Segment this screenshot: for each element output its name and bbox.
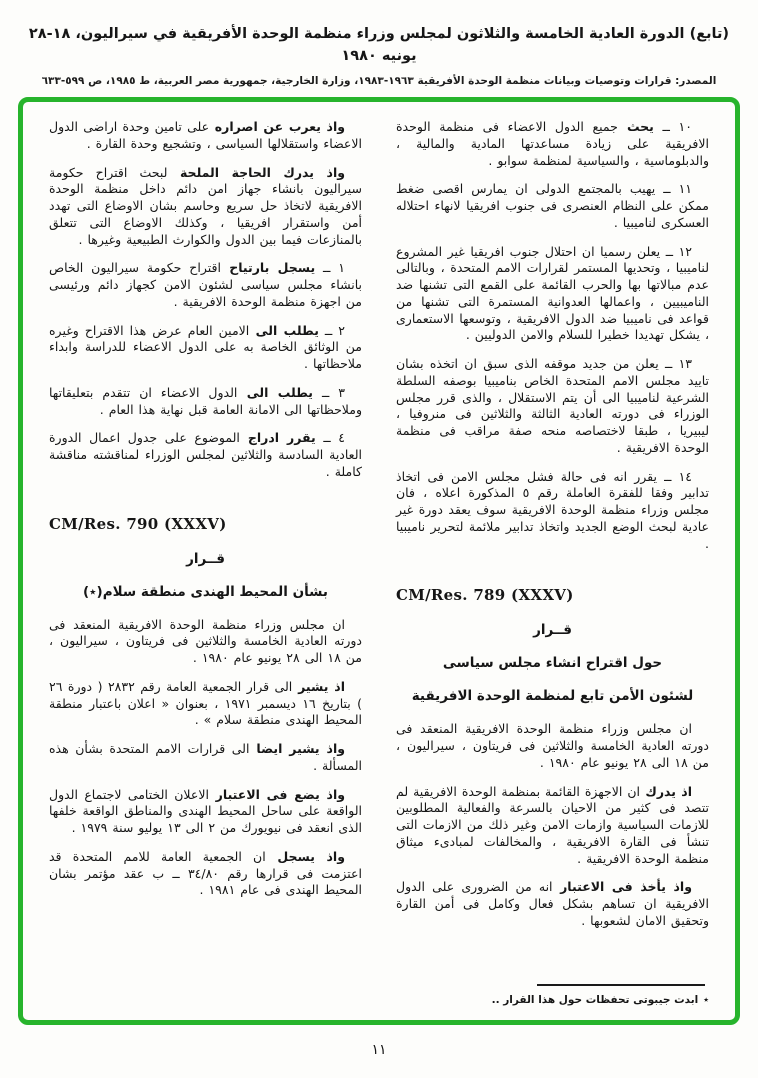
page-header: [28, 24, 730, 87]
footnote-star-icon: ٭: [703, 994, 709, 1007]
preamble-paragraph: [49, 741, 362, 775]
paragraph-text: الاعلان الختامى لاجتماع الدول الواقعة على ساحل المحيط الهندى والمناطق الواقعة خلفها الذى انعقد فى نيويورك من ٢ الى ١٣ يوليو سنة ١٩٧٩ .: [49, 786, 362, 835]
paragraph-number: ٤ ــ: [315, 430, 346, 446]
preamble-paragraph: [49, 617, 362, 667]
paragraph-text: جميع الدول الاعضاء فى منظمة الوحدة الافريقية على زيادة مساعدتها المادية والمالية ، والدبلوماسية ، والسياسية لمنظمة سوابو .: [396, 119, 709, 168]
paragraph-1: [49, 260, 362, 310]
paragraph-12: [396, 244, 709, 345]
paragraph-14: [396, 469, 709, 553]
paragraph-text: يقرر انه فى حالة فشل مجلس الامن فى اتخاذ تدابير وفقا للفقرة العاملة رقم ٥ المذكورة اعلاه ، فان مجلس وزراء منظمة الوحدة الافريقية سوف يعقد دورة غير عادية لبحث الوضع الجديد واتخاذ تدابير ملائمة لتحرير ناميبيا .: [396, 468, 709, 551]
paragraph-lead: يحث: [617, 119, 654, 134]
paragraph-lead: واذ يعرب عن اصراره: [209, 119, 345, 134]
paragraph-text: يهيب بالمجتمع الدولى ان يمارس اقصى ضغط ممكن على النظام العنصرى فى جنوب افريقيا لانهاء احتلاله العسكرى لناميبيا .: [396, 181, 709, 230]
paragraph-number: ١٢ ــ: [660, 243, 693, 259]
paragraph-lead: واذ يضع فى الاعتبار: [208, 786, 346, 802]
resolution-title-word: قــرار: [186, 550, 225, 567]
paragraph-text: انه من الضرورى على الدول الافريقية ان تساهم بشكل فعال وكامل فى أمن القارة وتحقيق الامان لشعوبها .: [396, 879, 709, 928]
resolution-subtitle-indian-ocean: بشأن المحيط الهندى منطقة سلام(٭): [83, 583, 328, 600]
resolution-subtitle-2: لشئون الأمن تابع لمنظمة الوحدة الافريقية: [411, 688, 694, 705]
paragraph-text: اقتراح حكومة سيراليون الخاص بانشاء مجلس سياسى لشئون الامن كجهاز دائم ورئيسى من اجهزة منظمة الوحدة الافريقية .: [49, 260, 362, 309]
footnote: [396, 976, 709, 1008]
paragraph-number: ١٤ ــ: [656, 468, 692, 484]
content-frame: [18, 97, 740, 1025]
paragraph-lead: واذ يأخذ فى الاعتبار: [552, 879, 692, 895]
paragraph-text: يعلن رسميا ان احتلال جنوب افريقيا غير المشروع لناميبيا ، وتحديها المستمر لقرارات الامم المتحدة ، وبالتالى عدم مبالاتها بها والحرب القائمة على القمع التى تشنها ضد الناميبيين ، واعمالها العدوانية المستمرة التى تشنها من قواعد فى ناميبيا ضد الدول الافريقية ، وتوسعها الاستعمارى ، يشكل تهديدا خطيرا للسلام والامن الدوليين .: [396, 243, 709, 343]
resolution-code-789: CM/Res. 789 (XXXV): [396, 586, 574, 605]
paragraph-text: ان مجلس وزراء منظمة الوحدة الافريقية المنعقد فى دورته العادية الخامسة والثلاثين فى فريتاون ، سيراليون ، من ١٨ الى ٢٨ يونيو عام ١٩٨٠ .: [49, 616, 362, 665]
paragraph-text: لبحث اقتراح حكومة سيراليون بانشاء جهاز امن دائم داخل منظمة الوحدة الافريقية لاتخاذ حل سريع وحاسم بشان الاوضاع التى تهدد أمن واستقرار افريقيا ، وكذلك الاوضاع التى تتعلق بالمنازعات فيما بين الدول والكوارث الطبيعية وغيرها .: [49, 164, 362, 247]
paragraph-13: [396, 356, 709, 457]
resolution-subtitle-1: حول اقتراح انشاء مجلس سياسى: [442, 655, 663, 672]
paragraph-number: ٣ ــ: [312, 384, 345, 400]
paragraph-lead: يسجل بارتياح: [220, 260, 316, 276]
paragraph-text: ان الجمعية العامة للامم المتحدة قد اعتزمت فى قرارها رقم ٣٤/٨٠ ــ ب عقد مؤتمر بشان المحيط الهندى فى عام ١٩٨١ .: [49, 848, 362, 898]
paragraph-3: [49, 385, 362, 419]
paragraph-text: الى قرارات الامم المتحدة بشأن هذه المسألة .: [49, 741, 362, 773]
paragraph-lead: اذ يدرك: [640, 783, 692, 799]
preamble-paragraph: [396, 721, 709, 771]
paragraph-lead: واذ يسجل: [265, 848, 345, 864]
paragraph-text: الموضوع على جدول اعمال الدورة العادية السادسة والثلاثين لمجلس الوزراء لمناقشته مناقشة كاملة .: [49, 430, 362, 479]
paragraph-lead: اذ يشير: [292, 678, 345, 694]
paragraph-number: ١ ــ: [315, 260, 345, 276]
header-source-line: المصدر: قرارات وتوصيات وبيانات منظمة الوحدة الأفريقية ١٩٦٣-١٩٨٣، وزارة الخارجية، جمهورية مصر العربية، ط ١٩٨٥، ص ٥٩٩-٦٣٣: [41, 74, 717, 87]
preamble-paragraph: [49, 119, 362, 153]
footnote-divider: [537, 984, 705, 986]
paragraph-number: ٢ ــ: [318, 322, 345, 338]
paragraph-text: ان الاجهزة القائمة بمنظمة الوحدة الافريقية لم تتصد فى كثير من الاحيان بالسرعة والفعالية المطلوبين للازمات السياسية وازمات الامن وغير ذلك من الازمات التى تنشأ فى القارة الافريقية ، والمخالفات لمبادىء ميثاق منظمة الوحدة الافريقية .: [396, 783, 709, 866]
footnote-text-line: [396, 993, 709, 1008]
column-left: [49, 119, 362, 1008]
two-column-layout: [23, 102, 735, 1020]
footnote-text: ابدت جيبوتى تحفظات حول هذا القرار ..: [491, 994, 699, 1007]
preamble-paragraph: [396, 784, 709, 868]
paragraph-text: الدول الاعضاء ان تتقدم بتعليقاتها وملاحظاتها الى الامانة العامة قبل نهاية هذا العام .: [49, 384, 362, 417]
paragraph-text: الى قرار الجمعية العامة رقم ٢٨٣٢ ( دورة ٢٦ ) بتاريخ ١٦ ديسمبر ١٩٧١ ، بعنوان « اعلان باعتبار منطقة المحيط الهندى منطقة سلام » .: [49, 678, 362, 728]
paragraph-lead: يطلب الى: [249, 322, 319, 338]
paragraph-number: ١٠ ــ: [653, 119, 692, 134]
page-number: ١١: [371, 1042, 387, 1058]
preamble-paragraph: [49, 679, 362, 729]
paragraph-lead: واذ يشير ايضا: [249, 741, 345, 756]
paragraph-4: [49, 430, 362, 480]
preamble-paragraph: [49, 849, 362, 899]
header-session-title: (تابع) الدورة العادية الخامسة والثلاثون لمجلس وزراء منظمة الوحدة الأفريقية في سيراليون، ١٨-٢٨ يونيه ١٩٨٠: [28, 26, 730, 64]
paragraph-2: [49, 323, 362, 373]
preamble-paragraph: [49, 165, 362, 249]
preamble-paragraph: [49, 787, 362, 837]
paragraph-text: يعلن من جديد موقفه الذى سبق ان اتخذه بشان تاييد مجلس الامم المتحدة الخاص بناميبيا بوصفه السلطة الشرعية لناميبيا الى أن يتم الاستقلال ، والذى قرر مجلس الوزراء فى دورته العادية الثالثة والثلاثين فى منروفيا ، ليبيريا ، طبقا لاختصاصه منحه صفة مراقب فى منظمة الوحدة الافريقية .: [396, 356, 709, 455]
paragraph-number: ١١ ــ: [655, 181, 692, 197]
paragraph-lead: يطلب الى: [237, 384, 313, 400]
paragraph-text: الامين العام عرض هذا الاقتراح وغيره من الوثائق الخاصة به على الدول الاعضاء للدراسة وابداء ملاحظاتها .: [49, 322, 362, 371]
paragraph-text: ان مجلس وزراء منظمة الوحدة الافريقية المنعقد فى دورته العادية الخامسة والثلاثين فى فريتاون ، سيراليون ، من ١٨ الى ٢٨ يونيو عام ١٩٨٠ .: [396, 721, 709, 770]
paragraph-lead: يقرر ادراج: [239, 430, 316, 446]
paragraph-number: ١٣ ــ: [658, 356, 692, 371]
resolution-code-790: CM/Res. 790 (XXXV): [49, 514, 227, 533]
preamble-paragraph: [396, 879, 709, 929]
paragraph-lead: واذ يدرك الحاجة الملحة: [167, 164, 345, 180]
column-right: [396, 119, 709, 1008]
resolution-title-word: قــرار: [533, 622, 572, 639]
paragraph-text: على تامين وحدة اراضى الدول الاعضاء واستقلالها السياسى ، وتشجيع وحدة القارة .: [49, 119, 362, 151]
paragraph-10: [396, 119, 709, 169]
paragraph-11: [396, 181, 709, 231]
